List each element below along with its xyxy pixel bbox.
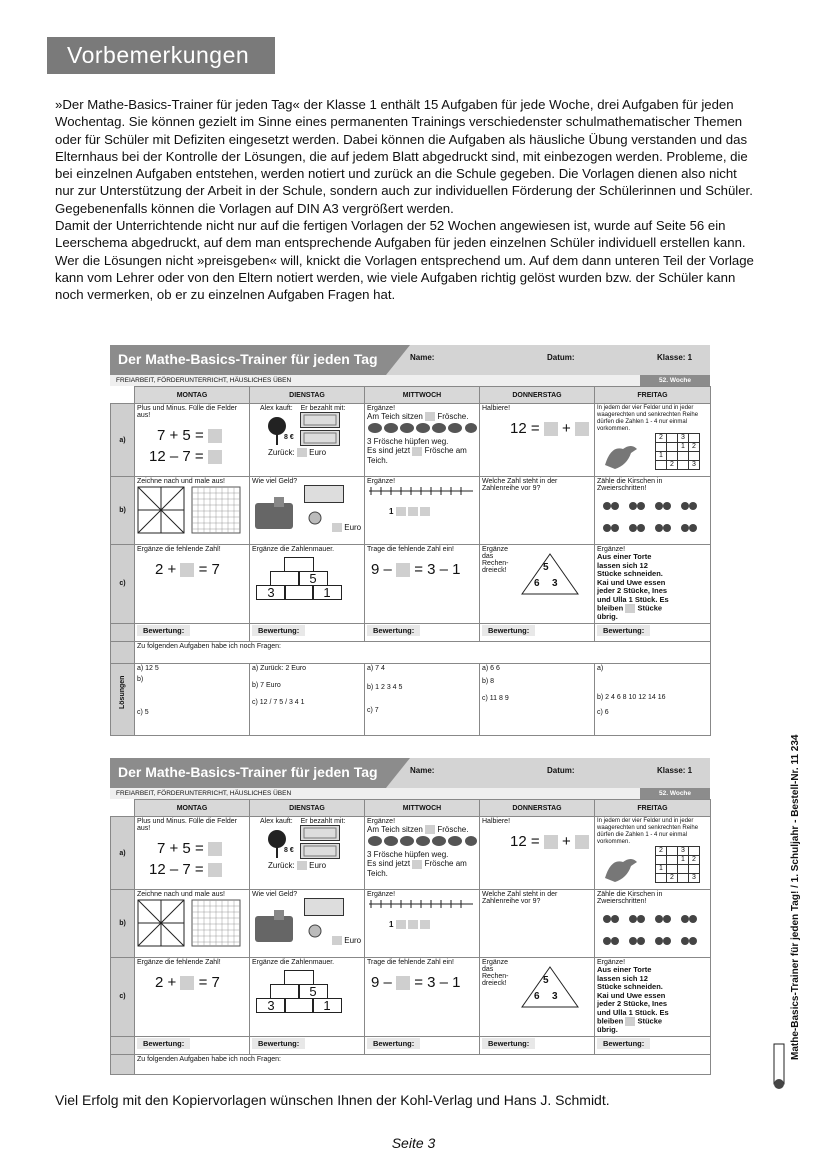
answer-box (396, 507, 406, 516)
equation: 12 = (510, 420, 540, 437)
banknote-icon (300, 843, 340, 859)
answer-box (208, 863, 222, 877)
pattern-grid-icon (137, 898, 245, 948)
task-row-c (111, 545, 711, 624)
answer-box (180, 563, 194, 577)
answer-box (544, 422, 558, 436)
solution-text: c) 12 / 7 5 / 3 4 1 (252, 698, 305, 706)
solution-text: b) 8 (482, 677, 495, 685)
wall-value: 5 (298, 571, 328, 586)
banknote-icon (304, 485, 344, 503)
task-do-b (480, 890, 595, 958)
wall-value: 1 (312, 998, 342, 1013)
wall-value: 3 (256, 998, 286, 1013)
change-label: Zurück: (268, 861, 295, 870)
task-grid (110, 386, 711, 736)
wall-value: 5 (298, 984, 328, 999)
page-number: Seite 3 (391, 1135, 436, 1151)
answer-box (575, 835, 589, 849)
task-fr-c (595, 545, 711, 624)
task-instruction: Trage die fehlende Zahl ein! (367, 959, 454, 966)
day-header-row (111, 387, 711, 404)
equation: = 3 – 1 (414, 561, 461, 578)
solutions-row (111, 663, 711, 735)
task-instruction: Wie viel Geld? (252, 891, 298, 898)
task-instruction: Ergänze! (597, 546, 626, 553)
answer-box (180, 976, 194, 990)
solution-text: a) (597, 664, 604, 672)
solution-text: b) 2 4 6 8 10 12 14 16 (597, 693, 666, 701)
task-mo-b (135, 890, 250, 958)
questions-row (111, 641, 711, 663)
rating-label: Bewertung: (482, 625, 535, 636)
task-mo-c (135, 958, 250, 1037)
task-instruction: Trage die fehlende Zahl ein! (367, 546, 454, 553)
task-instruction: Wie viel Geld? (252, 478, 298, 485)
task-do-b (480, 477, 595, 545)
equation: 7 + 5 = (157, 840, 204, 857)
task-mi-b (365, 477, 480, 545)
task-grid (110, 799, 711, 1075)
number-label: 1 (389, 920, 394, 929)
banknote-icon (300, 825, 340, 841)
price-label: 8 € (284, 847, 294, 854)
equation: 9 – (371, 561, 392, 578)
intro-paragraph: Wer die Lösungen nicht »preisgeben« will, knickt die Vorlagen entsprechend um. Auf dem dann unteren Teil der Vorlage kann vom Lehrer oder von den Eltern notiert werden, wie viele Aufgaben richtig gelöst wurden bzw. der Schüler kann noch vermerken, ob er zu einzelnen Aufgaben Fragen hat. (55, 252, 754, 303)
task-row-b (111, 477, 711, 545)
number-wall (252, 966, 362, 1014)
equation: 2 + (155, 561, 177, 578)
worksheet-header (110, 758, 710, 788)
story-text: Aus einer Torte lassen sich 12 Stücke schneiden. (597, 552, 663, 578)
solution-text: a) 12 5 (137, 664, 159, 672)
dinosaur-icon (601, 848, 641, 888)
task-instruction: Alex kauft: (260, 405, 293, 412)
task-do-c (480, 545, 595, 624)
banknote-icon (304, 898, 344, 916)
task-di-a (250, 404, 365, 477)
task-instruction: Plus und Minus. Fülle die Felder aus! (137, 818, 237, 832)
intro-text (55, 96, 755, 304)
questions-row (111, 1054, 711, 1074)
frogs-icon (367, 834, 477, 848)
date-label: Datum: (547, 766, 575, 775)
triangle-value: 3 (552, 578, 558, 589)
number-line-icon (367, 898, 475, 918)
plus-sign: + (561, 833, 571, 850)
task-fr-b (595, 890, 711, 958)
day-wednesday: MITTWOCH (365, 800, 480, 817)
solution-text: a) 7 4 (367, 664, 385, 672)
task-instruction: Zeichne nach und male aus! (137, 478, 225, 485)
name-label: Name: (410, 766, 435, 775)
date-label: Datum: (547, 353, 575, 362)
plus-sign: + (561, 420, 571, 437)
task-fr-a (595, 817, 711, 890)
story-text: Am Teich sitzen (367, 412, 423, 421)
coin-icon (308, 924, 322, 938)
solution-do (480, 663, 595, 735)
week-label: 52. Woche (640, 375, 710, 386)
subtitle-text: FREIARBEIT, FÖRDERUNTERRICHT, HÄUSLICHES ÜBEN (116, 790, 292, 797)
task-di-a (250, 817, 365, 890)
task-di-c (250, 545, 365, 624)
story-text: Es sind jetzt (367, 859, 411, 869)
story-text: Kai und Uwe essen jeder 2 Stücke, Ines und Ulla 1 Stück. Es bleiben (597, 577, 669, 613)
row-label-c: c) (111, 958, 135, 1037)
task-mi-c (365, 545, 480, 624)
answer-box (396, 976, 410, 990)
rating-label: Bewertung: (137, 1038, 190, 1049)
equation: = 3 – 1 (414, 974, 461, 991)
story-text: Es sind jetzt (367, 446, 411, 456)
banknote-icon (300, 412, 340, 428)
currency-label: Euro (344, 936, 362, 945)
intro-paragraph: »Der Mathe-Basics-Trainer für jeden Tag« der Klasse 1 enthält 15 Aufgaben für jede Woche, drei Aufgaben für jeden Wochentag. Sie können gezielt im Sinne eines permanenten Trainings verschiedenster schulmathematischer Themen oder für Schüler mit Defiziten eingesetzt werden. Dabei können die Aufgaben als häusliche Übung verstanden und das Elternhaus bei der Kontrolle der Lösungen, die auf jedem Blatt abgedruckt sind, mit einbezogen werden. Probleme, die bei einzelnen Aufgaben entstehen, werden notiert und zurück an die Schule gegeben. Die Vorlagen dienen also nicht nur zur Unterstützung der Arbeit in der Schule, sondern auch zur individuellen Förderung der Schülerinnen und Schüler. (55, 97, 753, 199)
task-instruction: In jedem der vier Felder und in jeder waagerechten und senkrechten Reihe dürfen die Zahlen 1 - 4 nur einmal vorkommen. (597, 405, 699, 432)
solution-text: c) 7 (367, 706, 379, 714)
dinosaur-icon (601, 435, 641, 475)
answer-box (408, 507, 418, 516)
wallet-icon (254, 910, 296, 944)
solution-mo (135, 663, 250, 735)
answer-box (420, 507, 430, 516)
row-label-b: b) (111, 890, 135, 958)
task-instruction: Ergänze! (367, 478, 396, 485)
day-tuesday: DIENSTAG (250, 800, 365, 817)
task-instruction: Ergänze die fehlende Zahl! (137, 959, 221, 966)
story-text: 3 Frösche hüpfen weg. (367, 437, 449, 447)
week-label: 52. Woche (640, 788, 710, 799)
day-wednesday: MITTWOCH (365, 387, 480, 404)
task-mi-c (365, 958, 480, 1037)
triangle-value: 5 (543, 975, 549, 986)
task-row-a (111, 817, 711, 890)
kohl-logo-icon (770, 1040, 790, 1090)
rating-label: Bewertung: (597, 1038, 650, 1049)
answer-box (425, 825, 435, 834)
rating-label: Bewertung: (367, 1038, 420, 1049)
change-label: Zurück: (268, 448, 295, 457)
day-thursday: DONNERSTAG (480, 387, 595, 404)
triangle-value: 6 (534, 991, 540, 1002)
task-instruction: Ergänze die Zahlenmauer. (252, 959, 335, 966)
sudoku-grid: 2 3 1 2 1 2 3 (655, 846, 700, 883)
cherries-icon (597, 905, 707, 949)
solution-text: b) 7 Euro (252, 681, 281, 689)
day-tuesday: DIENSTAG (250, 387, 365, 404)
solution-text: b) (137, 675, 144, 683)
answer-box (625, 604, 635, 613)
task-instruction: Plus und Minus. Fülle die Felder aus! (137, 405, 237, 419)
task-instruction: Zähle die Kirschen in Zweierschritten! (597, 478, 663, 492)
sudoku-grid: 2 3 1 2 1 2 3 (655, 433, 700, 470)
solution-text: b) 1 2 3 4 5 (367, 683, 403, 691)
number-wall (252, 553, 362, 601)
story-text: Frösche am Teich. (367, 446, 467, 465)
solution-text: c) 11 8 9 (482, 694, 509, 702)
class-label: Klasse: 1 (657, 353, 693, 362)
row-label-a: a) (111, 817, 135, 890)
solution-text: a) 6 6 (482, 664, 500, 672)
questions-label: Zu folgenden Aufgaben habe ich noch Fragen: (135, 1054, 711, 1074)
rating-label: Bewertung: (482, 1038, 535, 1049)
story-text: Kai und Uwe essen jeder 2 Stücke, Ines und Ulla 1 Stück. Es bleiben (597, 990, 669, 1026)
story-text: Frösche am Teich. (367, 859, 467, 878)
task-instruction: Ergänze! (367, 405, 396, 412)
task-di-b (250, 477, 365, 545)
currency-label: Euro (309, 448, 327, 457)
task-instruction: Ergänze! (367, 818, 396, 825)
task-fr-c (595, 958, 711, 1037)
task-instruction: Halbiere! (482, 818, 511, 825)
task-instruction: Alex kauft: (260, 818, 293, 825)
page-heading: Vorbemerkungen (47, 37, 275, 74)
equation: 12 = (510, 833, 540, 850)
answer-box (575, 422, 589, 436)
day-thursday: DONNERSTAG (480, 800, 595, 817)
coin-icon (308, 511, 322, 525)
task-instruction: Ergänze das Rechen-dreieck! (482, 959, 509, 987)
task-mo-a (135, 404, 250, 477)
answer-box (408, 920, 418, 929)
day-header-row (111, 800, 711, 817)
answer-box (396, 920, 406, 929)
intro-paragraph: Damit der Unterrichtende nicht nur auf die fertigen Vorlagen der 52 Wochen angewiesen ist, wurde auf Seite 56 ein Leerschema abgedruckt, auf dem man entsprechende Aufgaben für jeden einzelnen Schüler individuell erstellen kann. (55, 218, 746, 251)
equation: 7 + 5 = (157, 427, 204, 444)
solution-text: a) Zurück: 2 Euro (252, 664, 307, 672)
rating-row (111, 623, 711, 641)
closing-text: Viel Erfolg mit den Kopiervorlagen wünschen Ihnen der Kohl-Verlag und Hans J. Schmidt. (55, 1092, 610, 1108)
answer-box (297, 861, 307, 870)
questions-label: Zu folgenden Aufgaben habe ich noch Fragen: (135, 641, 711, 663)
equation: 2 + (155, 974, 177, 991)
day-friday: FREITAG (595, 800, 711, 817)
solutions-label: Lösungen (119, 675, 126, 709)
task-di-c (250, 958, 365, 1037)
answer-box (332, 936, 342, 945)
answer-box (297, 448, 307, 457)
frogs-icon (367, 421, 477, 435)
task-mi-a (365, 817, 480, 890)
equation: 9 – (371, 974, 392, 991)
solution-text: c) 6 (597, 708, 609, 716)
calc-triangle (520, 965, 592, 1002)
rating-label: Bewertung: (367, 625, 420, 636)
day-monday: MONTAG (135, 387, 250, 404)
task-mo-c (135, 545, 250, 624)
worksheet-subtitle (110, 375, 710, 386)
answer-box (332, 523, 342, 532)
calc-triangle (520, 552, 592, 589)
worksheet-subtitle (110, 788, 710, 799)
worksheet-header (110, 345, 710, 375)
cherries-icon (597, 492, 707, 536)
currency-label: Euro (309, 861, 327, 870)
task-instruction: Ergänze die fehlende Zahl! (137, 546, 221, 553)
equation: 12 – 7 = (149, 448, 204, 465)
story-text: Frösche. (437, 412, 469, 421)
answer-box (420, 920, 430, 929)
class-label: Klasse: 1 (657, 766, 693, 775)
racket-icon (266, 829, 288, 859)
triangle-value: 3 (552, 991, 558, 1002)
task-fr-b (595, 477, 711, 545)
solution-mi (365, 663, 480, 735)
row-label-b: b) (111, 477, 135, 545)
story-text: Aus einer Torte lassen sich 12 Stücke schneiden. (597, 965, 663, 991)
story-text: Frösche. (437, 825, 469, 834)
task-instruction: Ergänze die Zahlenmauer. (252, 546, 335, 553)
solution-fr (595, 663, 711, 735)
rating-label: Bewertung: (137, 625, 190, 636)
subtitle-text: FREIARBEIT, FÖRDERUNTERRICHT, HÄUSLICHES ÜBEN (116, 377, 292, 384)
task-mo-a (135, 817, 250, 890)
task-instruction: Ergänze! (597, 959, 626, 966)
answer-box (412, 447, 422, 456)
worksheet-preview-folded (110, 758, 710, 1075)
solution-text: c) 5 (137, 708, 149, 716)
answer-box (544, 835, 558, 849)
story-text: 3 Frösche hüpfen weg. (367, 850, 449, 860)
task-di-b (250, 890, 365, 958)
task-instruction: Welche Zahl steht in der Zahlenreihe vor 9? (482, 478, 558, 492)
task-instruction: Er bezahlt mit: (300, 405, 346, 412)
worksheet-preview-with-solutions (110, 345, 710, 736)
row-label-c: c) (111, 545, 135, 624)
task-mo-b (135, 477, 250, 545)
story-text: Am Teich sitzen (367, 825, 423, 834)
equation: 12 – 7 = (149, 861, 204, 878)
task-instruction: Er bezahlt mit: (300, 818, 346, 825)
task-instruction: In jedem der vier Felder und in jeder waagerechten und senkrechten Reihe dürfen die Zahlen 1 - 4 nur einmal vorkommen. (597, 818, 699, 845)
triangle-value: 5 (543, 562, 549, 573)
task-instruction: Ergänze das Rechen-dreieck! (482, 546, 509, 574)
task-instruction: Halbiere! (482, 405, 511, 412)
day-friday: FREITAG (595, 387, 711, 404)
rating-label: Bewertung: (597, 625, 650, 636)
answer-box (425, 412, 435, 421)
day-monday: MONTAG (135, 800, 250, 817)
name-label: Name: (410, 353, 435, 362)
equation: = 7 (198, 974, 220, 991)
racket-icon (266, 416, 288, 446)
answer-box (625, 1017, 635, 1026)
solution-di (250, 663, 365, 735)
currency-label: Euro (344, 523, 362, 532)
story-text: Stücke übrig. (597, 603, 663, 621)
worksheet-title: Der Mathe-Basics-Trainer für jeden Tag (118, 764, 378, 780)
task-instruction: Ergänze! (367, 891, 396, 898)
answer-box (208, 450, 222, 464)
equation: = 7 (198, 561, 220, 578)
task-mi-b (365, 890, 480, 958)
task-instruction: Zähle die Kirschen in Zweierschritten! (597, 891, 663, 905)
answer-box (396, 563, 410, 577)
banknote-icon (300, 430, 340, 446)
task-instruction: Zeichne nach und male aus! (137, 891, 225, 898)
answer-box (208, 429, 222, 443)
answer-box (412, 860, 422, 869)
triangle-value: 6 (534, 578, 540, 589)
story-text: Stücke übrig. (597, 1016, 663, 1034)
rating-label: Bewertung: (252, 625, 305, 636)
task-do-c (480, 958, 595, 1037)
task-do-a (480, 404, 595, 477)
number-line-icon (367, 485, 475, 505)
worksheet-title: Der Mathe-Basics-Trainer für jeden Tag (118, 351, 378, 367)
task-fr-a (595, 404, 711, 477)
task-do-a (480, 817, 595, 890)
wall-value: 1 (312, 585, 342, 600)
answer-box (208, 842, 222, 856)
wallet-icon (254, 497, 296, 531)
rating-row (111, 1036, 711, 1054)
task-row-b (111, 890, 711, 958)
number-label: 1 (389, 507, 394, 516)
task-row-a (111, 404, 711, 477)
wall-value: 3 (256, 585, 286, 600)
task-mi-a (365, 404, 480, 477)
intro-paragraph: Gegebenenfalls können die Vorlagen auf DIN A3 vergrößert werden. (55, 200, 454, 216)
row-label-a: a) (111, 404, 135, 477)
task-row-c (111, 958, 711, 1037)
rating-label: Bewertung: (252, 1038, 305, 1049)
pattern-grid-icon (137, 485, 245, 535)
side-publication-info: Mathe-Basics-Trainer für jeden Tag! / 1. Schuljahr - Bestell-Nr. 11 234 (790, 734, 801, 1060)
price-label: 8 € (284, 434, 294, 441)
task-instruction: Welche Zahl steht in der Zahlenreihe vor 9? (482, 891, 558, 905)
